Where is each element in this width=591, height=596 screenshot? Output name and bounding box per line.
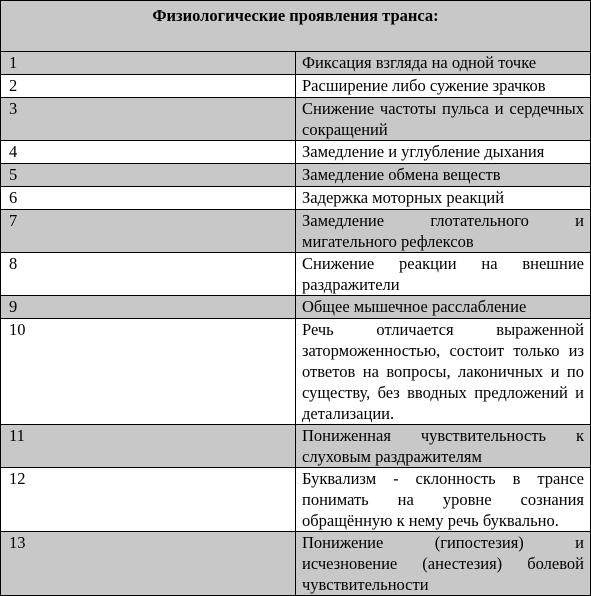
row-text: Расширение либо сужение зрачков xyxy=(296,75,591,98)
row-number: 11 xyxy=(1,425,296,468)
row-number: 8 xyxy=(1,253,296,296)
row-number: 13 xyxy=(1,532,296,596)
table-row xyxy=(1,296,591,319)
table-row xyxy=(1,319,591,425)
row-text: Замедление обмена веществ xyxy=(296,164,591,187)
row-number: 5 xyxy=(1,164,296,187)
row-text: Общее мышечное расслабление xyxy=(296,296,591,319)
row-text: Понижение (гипостезия) и исчезновение (анестезия) болевой чувствительности xyxy=(296,532,591,596)
table-row xyxy=(1,164,591,187)
row-text: Задержка моторных реакций xyxy=(296,187,591,210)
table-row xyxy=(1,141,591,164)
row-number: 9 xyxy=(1,296,296,319)
table-row xyxy=(1,75,591,98)
row-number: 1 xyxy=(1,52,296,75)
table-row xyxy=(1,468,591,532)
row-number: 7 xyxy=(1,210,296,253)
row-number: 2 xyxy=(1,75,296,98)
table-row xyxy=(1,98,591,141)
table-row xyxy=(1,187,591,210)
row-text: Снижение реакции на внешние раздражители xyxy=(296,253,591,296)
row-text: Пониженная чувствительность к слуховым раздражителям xyxy=(296,425,591,468)
row-number: 3 xyxy=(1,98,296,141)
row-text: Снижение частоты пульса и сердечных сокращений xyxy=(296,98,591,141)
table-row xyxy=(1,52,591,75)
table-row xyxy=(1,532,591,596)
row-text: Замедление глотательного и мигательного рефлексов xyxy=(296,210,591,253)
table-title: Физиологические проявления транса: xyxy=(1,1,591,52)
row-text: Замедление и углубление дыхания xyxy=(296,141,591,164)
row-number: 6 xyxy=(1,187,296,210)
table-body xyxy=(1,52,591,596)
row-number: 4 xyxy=(1,141,296,164)
row-text: Речь отличается выраженной заторможенностью, состоит только из ответов на вопросы, лаконичных и по существу, без вводных предложений и детализации. xyxy=(296,319,591,425)
row-text: Буквализм - склонность в трансе понимать на уровне сознания обращённую к нему речь буквально. xyxy=(296,468,591,532)
row-number: 10 xyxy=(1,319,296,425)
table-row xyxy=(1,210,591,253)
row-text: Фиксация взгляда на одной точке xyxy=(296,52,591,75)
row-number: 12 xyxy=(1,468,296,532)
table-row xyxy=(1,253,591,296)
table-row xyxy=(1,425,591,468)
